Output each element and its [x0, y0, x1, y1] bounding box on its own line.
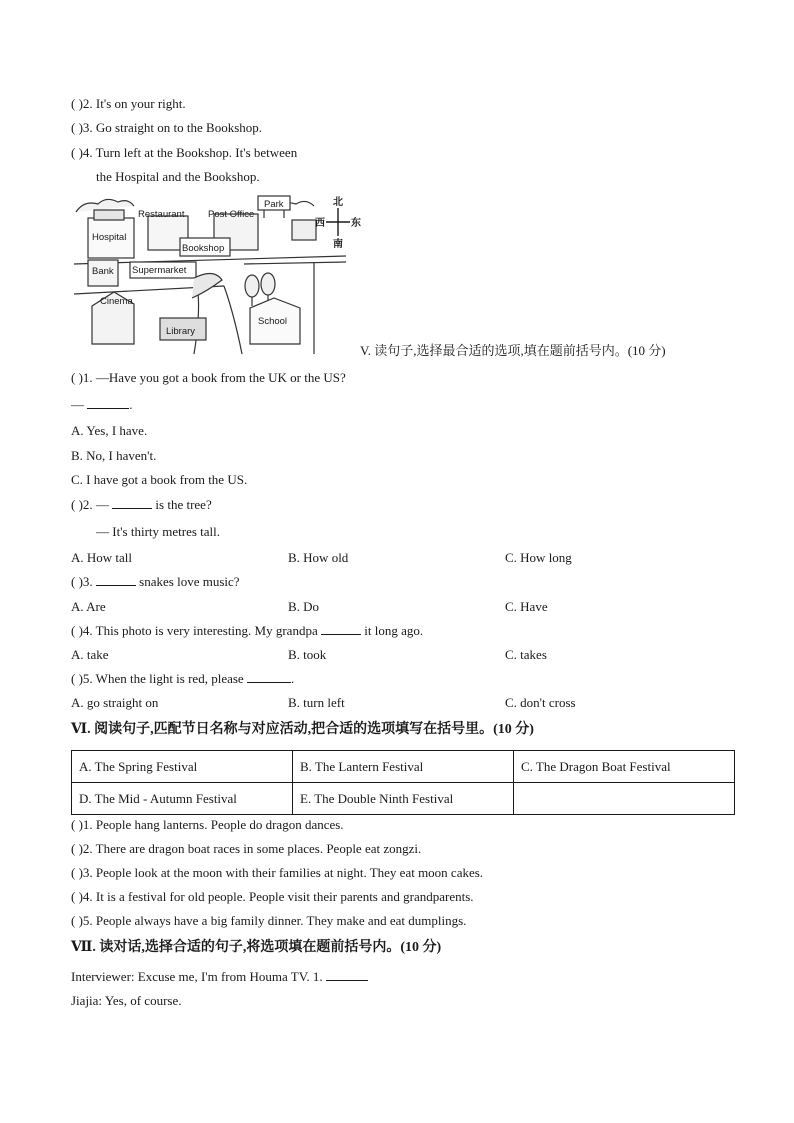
s6-question-2: ( )2. There are dragon boat races in some places. People eat zongzi. — [71, 841, 422, 856]
section-5-title: V. 读句子,选择最合适的选项,填在题前括号内。(10 分) — [360, 343, 666, 358]
s5-question-1-answer: — . — [71, 397, 133, 412]
s5-q1-option-b: B. No, I haven't. — [71, 448, 157, 463]
map-label-school: School — [258, 316, 288, 327]
s6-question-3: ( )3. People look at the moon with their families at night. They eat moon cakes. — [71, 865, 484, 880]
s5-q2-option-c: C. How long — [505, 550, 572, 565]
table-cell: E. The Double Ninth Festival — [293, 783, 514, 815]
s5-q2-option-b: B. How old — [288, 550, 349, 565]
s5-q3-option-b: B. Do — [288, 599, 320, 614]
s5-q4-option-b: B. took — [288, 647, 327, 662]
s5-question-2-answer: — It's thirty metres tall. — [96, 524, 221, 539]
map-label-bookshop: Bookshop — [182, 243, 225, 254]
map-question-4-cont: the Hospital and the Bookshop. — [96, 169, 260, 184]
map-label-post-office: Post Office — [208, 209, 255, 220]
section-7-title: Ⅶ. 读对话,选择合适的句子,将选项填在题前括号内。(10 分) — [71, 940, 442, 955]
table-cell: A. The Spring Festival — [72, 751, 293, 783]
map-label-bank: Bank — [92, 266, 114, 277]
dialogue-line-interviewer: Interviewer: Excuse me, I'm from Houma TV. 1. — [71, 968, 368, 986]
s5-q3-option-c: C. Have — [505, 599, 548, 614]
s5-q3-option-a: A. Are — [71, 599, 106, 614]
map-label-supermarket: Supermarket — [132, 265, 187, 276]
compass-rose-icon — [314, 194, 362, 250]
compass-south: 南 — [333, 239, 343, 250]
s6-question-4: ( )4. It is a festival for old people. People visit their parents and grandparents. — [71, 889, 474, 904]
compass-east: 东 — [351, 218, 361, 229]
dialogue-line-jiajia: Jiajia: Yes, of course. — [71, 993, 182, 1008]
compass-west: 西 — [315, 218, 325, 229]
s5-question-3: ( )3. snakes love music? — [71, 574, 240, 589]
table-cell — [514, 783, 735, 815]
s5-q2-option-a: A. How tall — [71, 550, 133, 565]
table-row — [72, 783, 735, 815]
answer-blank[interactable] — [87, 396, 129, 409]
answer-blank[interactable] — [326, 968, 368, 981]
map-question-2: ( )2. It's on your right. — [71, 96, 186, 111]
festival-options-table — [71, 750, 735, 815]
s5-question-2: ( )2. — is the tree? — [71, 497, 212, 512]
map-label-cinema: Cinema — [100, 296, 133, 307]
s5-q1-option-a: A. Yes, I have. — [71, 423, 148, 438]
s5-q5-option-b: B. turn left — [288, 695, 345, 710]
map-label-restaurant: Restaurant — [138, 209, 185, 220]
answer-blank[interactable] — [96, 573, 136, 586]
s5-q5-option-c: C. don't cross — [505, 695, 576, 710]
s5-q4-option-c: C. takes — [505, 647, 547, 662]
s5-question-1: ( )1. —Have you got a book from the UK or the US? — [71, 370, 346, 385]
s6-question-5: ( )5. People always have a big family dinner. They make and eat dumplings. — [71, 913, 467, 928]
answer-blank[interactable] — [321, 622, 361, 635]
map-label-park: Park — [264, 199, 284, 210]
compass-north: 北 — [333, 197, 343, 208]
s5-question-5: ( )5. When the light is red, please . — [71, 671, 295, 686]
table-row — [72, 751, 735, 783]
s5-q4-option-a: A. take — [71, 647, 109, 662]
s6-question-1: ( )1. People hang lanterns. People do dragon dances. — [71, 817, 344, 832]
s5-q5-option-a: A. go straight on — [71, 695, 159, 710]
table-cell: D. The Mid - Autumn Festival — [72, 783, 293, 815]
map-question-4: ( )4. Turn left at the Bookshop. It's between — [71, 145, 298, 160]
table-cell: B. The Lantern Festival — [293, 751, 514, 783]
map-label-hospital: Hospital — [92, 232, 127, 243]
section-6-title: Ⅵ. 阅读句子,匹配节日名称与对应活动,把合适的选项填写在括号里。(10 分) — [71, 722, 534, 737]
map-label-library: Library — [166, 326, 196, 337]
answer-blank[interactable] — [247, 670, 291, 683]
answer-blank[interactable] — [112, 496, 152, 509]
s5-question-4: ( )4. This photo is very interesting. My grandpa it long ago. — [71, 623, 424, 638]
town-map-illustration — [74, 194, 346, 354]
table-cell: C. The Dragon Boat Festival — [514, 751, 735, 783]
map-question-3: ( )3. Go straight on to the Bookshop. — [71, 120, 263, 135]
s5-q1-option-c: C. I have got a book from the US. — [71, 472, 248, 487]
